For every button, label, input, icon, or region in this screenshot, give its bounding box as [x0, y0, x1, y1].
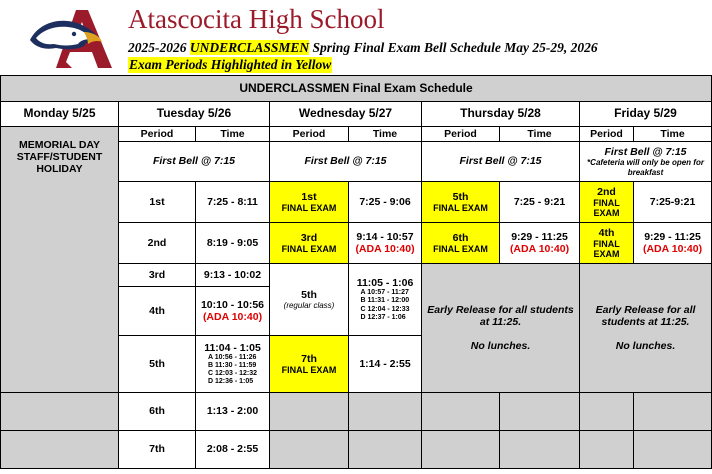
tuesday-period: 6th [119, 393, 196, 431]
schedule-subtitle [128, 40, 598, 56]
empty-cell [422, 431, 500, 469]
subtitle-suffix: Spring Final Exam Bell Schedule May 25-29, 2026 [309, 40, 598, 55]
column-header-period: Period [119, 127, 196, 142]
thursday-exam-time: 7:25 - 9:21 [500, 182, 580, 223]
wednesday-exam-period [270, 336, 349, 393]
exam-period-label: 4th [598, 226, 615, 239]
final-exam-label: FINAL EXAM [281, 243, 337, 254]
final-exam-label: FINAL EXAM [281, 202, 337, 213]
thursday-exam-time [500, 223, 580, 264]
first-bell-text: First Bell @ 7:15 [604, 146, 687, 159]
exam-label: EXAM [593, 249, 620, 260]
column-header-time: Time [634, 127, 712, 142]
tuesday-time: 8:19 - 9:05 [196, 223, 270, 264]
first-bell-wednesday: First Bell @ 7:15 [270, 142, 422, 182]
lunch-b: B 11:31 - 12:00 [360, 297, 410, 305]
friday-exam-period [580, 182, 634, 223]
first-bell-tuesday: First Bell @ 7:15 [119, 142, 270, 182]
exam-period-label: 6th [452, 231, 469, 244]
subtitle-highlight: UNDERCLASSMEN [189, 40, 310, 55]
final-exam-label: FINAL EXAM [433, 243, 488, 254]
no-lunches-text: No lunches. [470, 340, 531, 353]
first-bell-friday [580, 142, 712, 182]
exam-time: 9:14 - 10:57 [356, 230, 414, 243]
exam-time: 9:29 - 11:25 [511, 230, 568, 243]
monday-empty-cell [1, 431, 119, 469]
column-header-period: Period [422, 127, 500, 142]
wednesday-exam-time [349, 223, 422, 264]
class-period-label: 5th [301, 288, 317, 301]
column-header-time: Time [349, 127, 422, 142]
day-header-wednesday: Wednesday 5/27 [270, 102, 422, 127]
empty-cell [270, 431, 349, 469]
subtitle-prefix: 2025-2026 [128, 40, 190, 55]
early-release-text: Early Release for all students at 11:25. [427, 303, 574, 328]
early-release-text: Early Release for all students at 11:25. [595, 303, 696, 328]
friday-early-release [580, 264, 712, 393]
cafeteria-note: *Cafeteria will only be open for breakfast [587, 158, 704, 177]
memorial-day-holiday: MEMORIAL DAY STAFF/STUDENT HOLIDAY [1, 127, 119, 393]
tuesday-period: 3rd [119, 264, 196, 287]
no-lunches-text: No lunches. [615, 340, 676, 353]
empty-cell [500, 431, 580, 469]
tuesday-period: 7th [119, 431, 196, 469]
tuesday-time [196, 336, 270, 393]
ada-time: (ADA 10:40) [355, 243, 415, 255]
tuesday-time: 1:13 - 2:00 [196, 393, 270, 431]
class-time: 10:10 - 10:56 [200, 298, 265, 311]
lunch-schedule [360, 289, 409, 321]
exam-period-label: 3rd [300, 231, 318, 244]
final-label: FINAL [593, 238, 620, 249]
tuesday-period: 2nd [119, 223, 196, 264]
lunch-b: B 11:30 - 11:59 [207, 361, 257, 369]
ada-time: (ADA 10:40) [509, 243, 570, 255]
lunch-schedule [208, 354, 257, 386]
table-title: UNDERCLASSMEN Final Exam Schedule [1, 76, 712, 102]
column-header-period: Period [580, 127, 634, 142]
empty-cell [349, 393, 422, 431]
exam-period-label: 5th [452, 190, 469, 203]
column-header-time: Time [500, 127, 580, 142]
lunch-a: A 10:56 - 11:26 [207, 353, 257, 361]
empty-cell [349, 431, 422, 469]
regular-class-note: (regular class) [283, 300, 335, 310]
wednesday-regular-class [270, 264, 349, 336]
lunch-c: C 12:03 - 12:32 [207, 370, 258, 378]
exam-label: EXAM [593, 208, 620, 219]
thursday-early-release [422, 264, 580, 393]
thursday-exam-period [422, 182, 500, 223]
wednesday-exam-period [270, 182, 349, 223]
exam-period-label: 1st [301, 190, 317, 203]
day-header-monday: Monday 5/25 [1, 102, 119, 127]
empty-cell [270, 393, 349, 431]
exam-period-label: 7th [301, 352, 317, 365]
highlight-note: Exam Periods Highlighted in Yellow [129, 57, 332, 72]
class-time: 11:04 - 1:05 [204, 341, 261, 354]
exam-schedule-table [0, 75, 712, 469]
first-bell-thursday: First Bell @ 7:15 [422, 142, 580, 182]
class-time: 11:05 - 1:06 [356, 277, 414, 290]
final-exam-label: FINAL EXAM [281, 364, 337, 375]
header [0, 0, 712, 75]
friday-exam-time: 7:25-9:21 [634, 182, 712, 223]
tuesday-time: 2:08 - 2:55 [196, 431, 270, 469]
exam-period-label: 2nd [597, 185, 616, 198]
tuesday-time: 9:13 - 10:02 [196, 264, 270, 287]
empty-cell [580, 393, 634, 431]
empty-cell [634, 431, 712, 469]
column-header-time: Time [196, 127, 270, 142]
day-header-tuesday: Tuesday 5/26 [119, 102, 270, 127]
eagle-logo-icon [26, 6, 122, 72]
friday-exam-period [580, 223, 634, 264]
empty-cell [580, 431, 634, 469]
empty-cell [422, 393, 500, 431]
tuesday-time [196, 287, 270, 336]
day-header-thursday: Thursday 5/28 [422, 102, 580, 127]
day-header-friday: Friday 5/29 [580, 102, 712, 127]
school-name: Atascocita High School [128, 4, 385, 34]
tuesday-period: 4th [119, 287, 196, 336]
thursday-exam-period [422, 223, 500, 264]
ada-time: (ADA 10:40) [642, 243, 703, 255]
lunch-d: D 12:36 - 1:05 [207, 378, 254, 386]
exam-time: 9:29 - 11:25 [644, 230, 701, 243]
monday-empty-cell [1, 393, 119, 431]
empty-cell [634, 393, 712, 431]
wednesday-exam-period [270, 223, 349, 264]
lunch-a: A 10:57 - 11:27 [360, 289, 409, 297]
wednesday-exam-time: 7:25 - 9:06 [349, 182, 422, 223]
ada-time: (ADA 10:40) [202, 311, 263, 323]
wednesday-class-time [349, 264, 422, 336]
lunch-c: C 12:04 - 12:33 [360, 305, 410, 313]
final-exam-label: FINAL EXAM [433, 202, 488, 213]
wednesday-exam-time: 1:14 - 2:55 [349, 336, 422, 393]
final-label: FINAL [593, 197, 620, 208]
column-header-period: Period [270, 127, 349, 142]
lunch-d: D 12:37 - 1:06 [360, 313, 406, 321]
friday-exam-time [634, 223, 712, 264]
tuesday-period: 1st [119, 182, 196, 223]
tuesday-time: 7:25 - 8:11 [196, 182, 270, 223]
tuesday-period: 5th [119, 336, 196, 393]
empty-cell [500, 393, 580, 431]
